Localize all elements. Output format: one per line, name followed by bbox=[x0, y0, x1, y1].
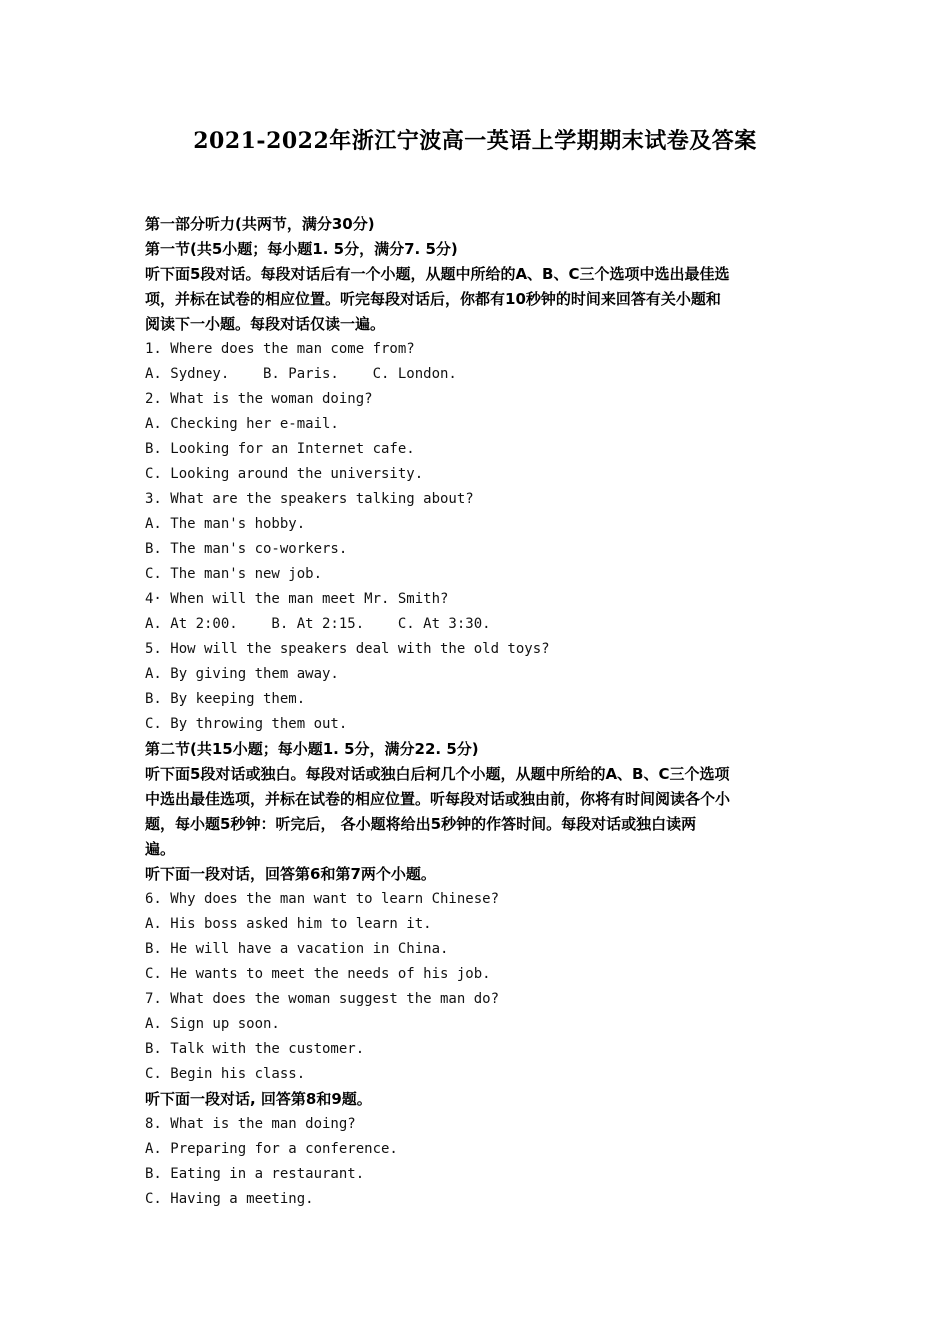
question-line: A. The man's hobby. bbox=[145, 516, 306, 532]
question-line: C. Looking around the university. bbox=[145, 466, 424, 482]
question-line: A. His boss asked him to learn it. bbox=[145, 916, 432, 932]
question-line: A. Checking her e-mail. bbox=[145, 416, 339, 432]
section-text-line: 阅读下一小题。每段对话仅读一遍。 bbox=[145, 315, 386, 333]
question-line: C. By throwing them out. bbox=[145, 716, 348, 732]
question-line: A. Preparing for a conference. bbox=[145, 1141, 398, 1157]
document-title: 2021-2022年浙江宁波高一英语上学期期末试卷及答案 bbox=[193, 128, 757, 154]
question-line: 7. What does the woman suggest the man do? bbox=[145, 991, 500, 1007]
section-text-line: 第二节(共15小题；每小题1. 5分，满分22. 5分) bbox=[145, 740, 479, 758]
question-line: A. By giving them away. bbox=[145, 666, 339, 682]
question-line: B. He will have a vacation in China. bbox=[145, 941, 449, 957]
question-line: B. The man's co-workers. bbox=[145, 541, 348, 557]
section-text-line: 听下面一段对话，回答第6和第7两个小题。 bbox=[145, 865, 436, 883]
question-line: B. Talk with the customer. bbox=[145, 1041, 365, 1057]
section-text-line: 遍。 bbox=[145, 840, 176, 858]
section-text-line: 项，并标在试卷的相应位置。听完每段对话后，你都有10秒钟的时间来回答有关小题和 bbox=[145, 290, 721, 308]
question-line: B. By keeping them. bbox=[145, 691, 306, 707]
section-text-line: 听下面5段对话或独白。每段对话或独白后柯几个小题，从题中所给的A、B、C三个选项 bbox=[145, 765, 730, 783]
document-body bbox=[145, 212, 810, 1212]
question-line: 3. What are the speakers talking about? bbox=[145, 491, 474, 507]
section-text-line: 中选出最佳选项，并标在试卷的相应位置。听每段对话或独由前，你将有时间阅读各个小 bbox=[145, 790, 731, 808]
question-line: 8. What is the man doing? bbox=[145, 1116, 356, 1132]
question-line: A. Sydney. B. Paris. C. London. bbox=[145, 366, 457, 382]
section-text-line: 听下面一段对话, 回答第8和9题。 bbox=[145, 1090, 372, 1108]
question-line: C. He wants to meet the needs of his job. bbox=[145, 966, 491, 982]
question-line: 4· When will the man meet Mr. Smith? bbox=[145, 591, 449, 607]
question-line: B. Looking for an Internet cafe. bbox=[145, 441, 415, 457]
question-line: C. The man's new job. bbox=[145, 566, 323, 582]
question-line: A. At 2:00. B. At 2:15. C. At 3:30. bbox=[145, 616, 491, 632]
question-line: 2. What is the woman doing? bbox=[145, 391, 373, 407]
question-line: A. Sign up soon. bbox=[145, 1016, 280, 1032]
section-text-line: 第一节(共5小题；每小题1. 5分，满分7. 5分) bbox=[145, 240, 458, 258]
section-text-line: 听下面5段对话。每段对话后有一个小题，从题中所给的A、B、C三个选项中选出最佳选 bbox=[145, 265, 730, 283]
section-text-line: 题，每小题5秒钟：听完后， 各小题将给出5秒钟的作答时间。每段对话或独白读两 bbox=[145, 815, 697, 833]
question-line: 6. Why does the man want to learn Chinese? bbox=[145, 891, 500, 907]
section-text-line: 第一部分听力(共两节，满分30分) bbox=[145, 215, 375, 233]
question-line: B. Eating in a restaurant. bbox=[145, 1166, 365, 1182]
question-line: C. Begin his class. bbox=[145, 1066, 306, 1082]
question-line: 1. Where does the man come from? bbox=[145, 341, 415, 357]
question-line: C. Having a meeting. bbox=[145, 1191, 314, 1207]
question-line: 5. How will the speakers deal with the old toys? bbox=[145, 641, 550, 657]
